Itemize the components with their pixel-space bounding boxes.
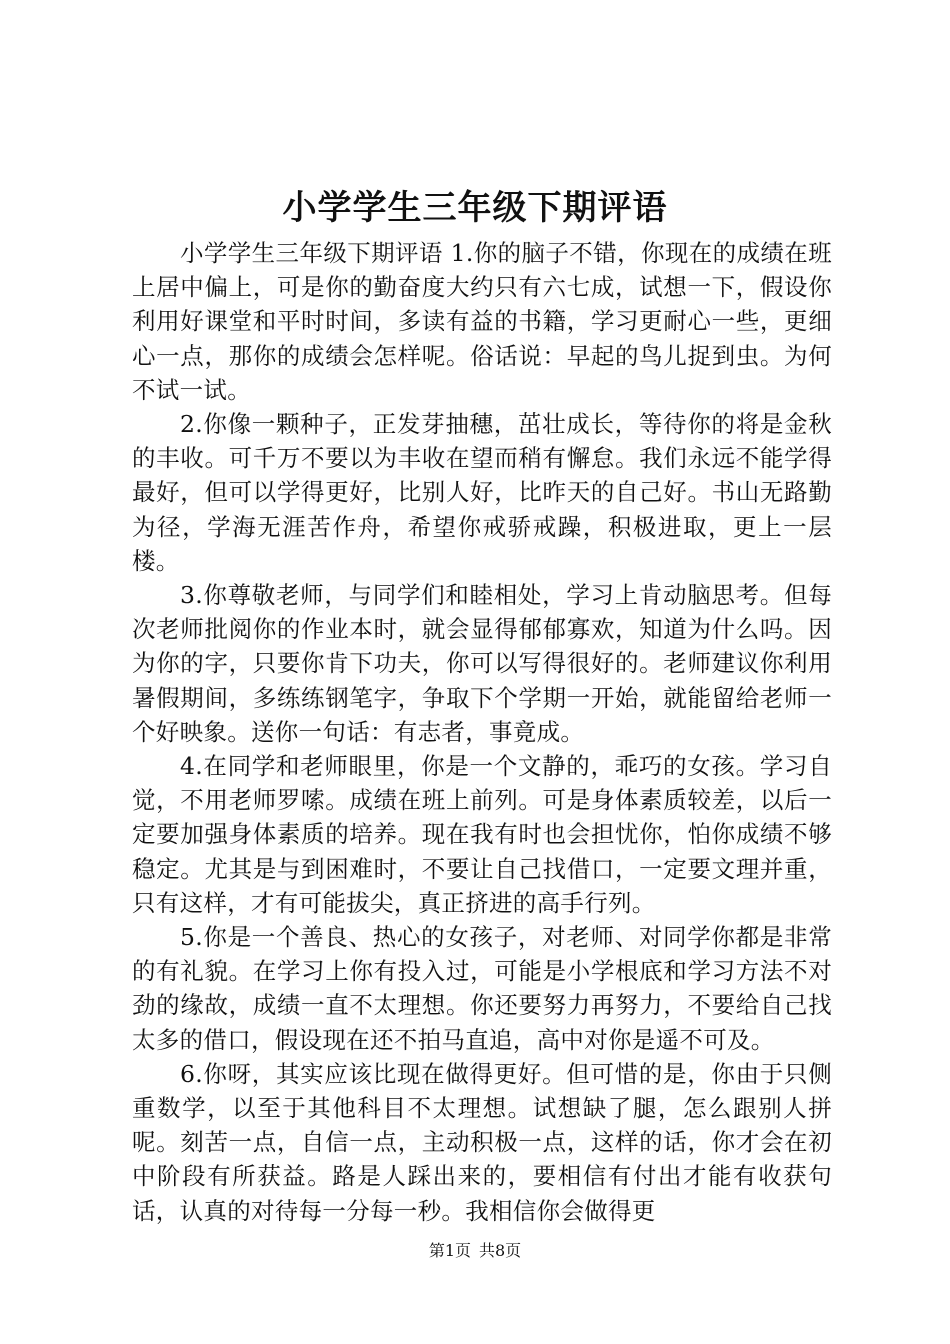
paragraph-1: 小学学生三年级下期评语 1.你的脑子不错，你现在的成绩在班上居中偏上，可是你的勤奋度大约只有六七成，试想一下，假设你利用好课堂和平时时间，多读有益的书籍，学习更耐心一些，更细心一点，那你的成绩会怎样呢。俗话说：早起的鸟儿捉到虫。为何不试一试。 (132, 239, 832, 404)
page-total: 共8页 (479, 1241, 522, 1260)
page-footer (0, 1240, 950, 1262)
page-number: 第1页 (428, 1241, 471, 1260)
document-title: 小学学生三年级下期评语 (282, 188, 668, 228)
paragraph-4: 4.在同学和老师眼里，你是一个文静的，乖巧的女孩。学习自觉，不用老师罗嗦。成绩在班上前列。可是身体素质较差，以后一定要加强身体素质的培养。现在我有时也会担忧你，怕你成绩不够稳定。尤其是与到困难时，不要让自己找借口，一定要文理并重，只有这样，才有可能拔尖，真正挤进的高手行列。 (132, 752, 832, 917)
document-body (132, 236, 832, 1228)
paragraph-5: 5.你是一个善良、热心的女孩子，对老师、对同学你都是非常的有礼貌。在学习上你有投入过，可能是小学根底和学习方法不对劲的缘故，成绩一直不太理想。你还要努力再努力，不要给自己找太多的借口，假设现在还不拍马直追，高中对你是遥不可及。 (132, 923, 832, 1054)
paragraph-3: 3.你尊敬老师，与同学们和睦相处，学习上肯动脑思考。但每次老师批阅你的作业本时，就会显得郁郁寡欢，知道为什么吗。因为你的字，只要你肯下功夫，你可以写得很好的。老师建议你利用暑假期间，多练练钢笔字，争取下个学期一开始，就能留给老师一个好映象。送你一句话：有志者，事竟成。 (132, 581, 832, 746)
paragraph-6: 6.你呀，其实应该比现在做得更好。但可惜的是，你由于只侧重数学，以至于其他科目不太理想。试想缺了腿，怎么跟别人拼呢。刻苦一点，自信一点，主动积极一点，这样的话，你才会在初中阶段有所获益。路是人踩出来的，要相信有付出才能有收获句话，认真的对待每一分每一秒。我相信你会做得更 (132, 1059, 832, 1225)
paragraph-2: 2.你像一颗种子，正发芽抽穗，茁壮成长，等待你的将是金秋的丰收。可千万不要以为丰收在望而稍有懈怠。我们永远不能学得最好，但可以学得更好，比别人好，比昨天的自己好。书山无路勤为径，学海无涯苦作舟，希望你戒骄戒躁，积极进取，更上一层楼。 (132, 410, 832, 575)
